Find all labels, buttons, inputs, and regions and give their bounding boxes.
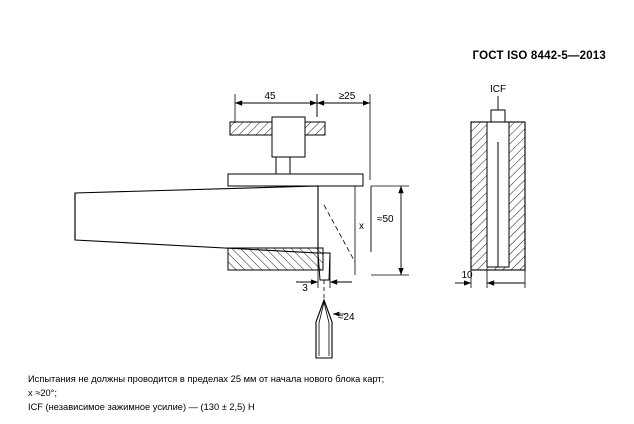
svg-text:10: 10 — [461, 270, 473, 281]
svg-text:3: 3 — [302, 283, 308, 294]
note-line-3: ICF (независимое зажимное усилие) — (130 ± 2,5) Н — [28, 402, 255, 412]
note-line-1: Испытания не должны проводится в пределах 25 мм от начала нового блока карт; — [28, 374, 385, 384]
dimension-10 — [455, 270, 525, 288]
svg-text:ICF: ICF — [489, 84, 507, 95]
figure-notes — [28, 372, 384, 414]
angle-x-construction — [324, 186, 371, 275]
standard-title: ГОСТ ISO 8442-5—2013 — [472, 50, 606, 62]
upper-clamp-bar — [230, 117, 325, 179]
svg-text:≈50: ≈50 — [377, 214, 394, 225]
side-view-body — [471, 122, 525, 270]
svg-text:45: 45 — [264, 91, 276, 102]
lower-clamp-block — [228, 248, 323, 270]
clamp-plate — [228, 174, 363, 186]
svg-text:≈24: ≈24 — [338, 312, 355, 323]
note-line-2: x ≈20°; — [28, 388, 57, 398]
svg-text:≥25: ≥25 — [338, 91, 356, 102]
sharp-tip-detail — [316, 300, 355, 358]
blade-body — [75, 186, 318, 253]
svg-text:x: x — [359, 221, 364, 232]
dimension-approx50 — [371, 186, 409, 275]
